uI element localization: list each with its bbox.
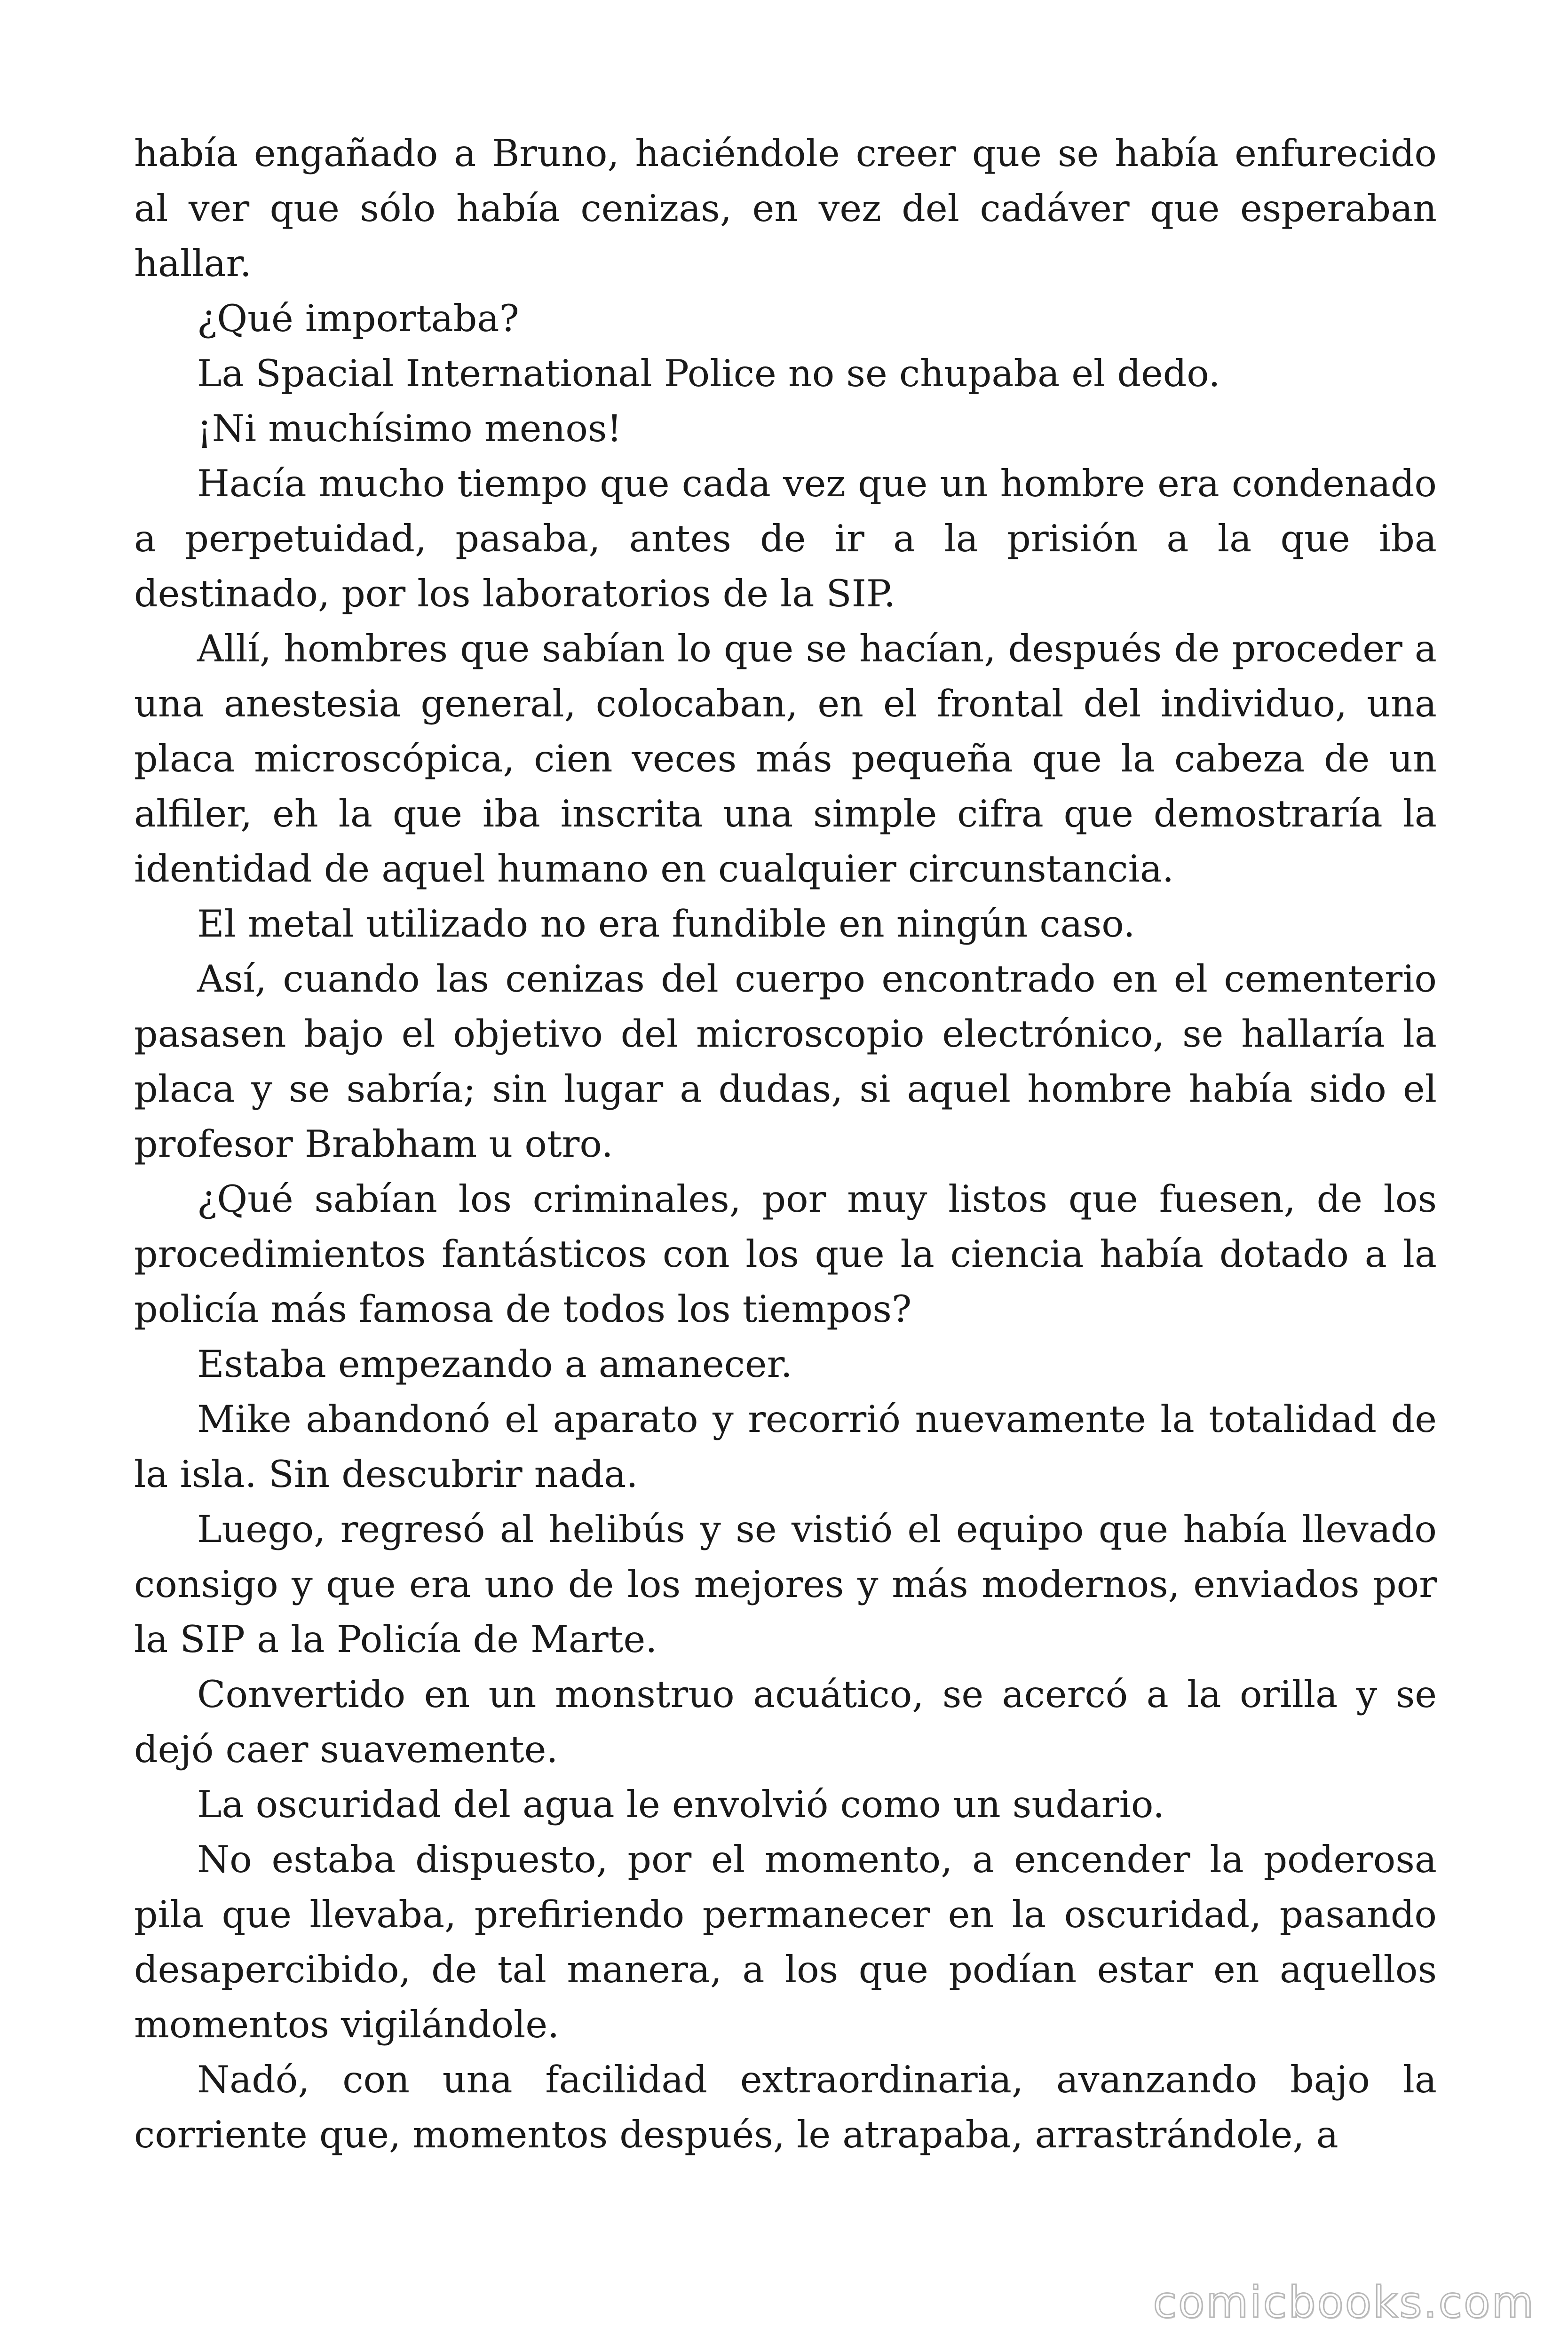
paragraph: Mike abandonó el aparato y recorrió nuevamente la totalidad de la isla. Sin descubrir nada.	[134, 1398, 1437, 1496]
paragraph: Allí, hombres que sabían lo que se hacían, después de proceder a una anestesia general, colocaban, en el frontal del individuo, una placa microscópica, cien veces más pequeña que la cabeza de un alfiler, eh la que iba inscrita una simple cifra que demostraría la identidad de aquel humano en cualquier circunstancia.	[134, 627, 1437, 890]
paragraph: El metal utilizado no era fundible en ningún caso.	[197, 902, 1135, 946]
paragraph: Así, cuando las cenizas del cuerpo encontrado en el cementerio pasasen bajo el objetivo del microscopio electrónico, se hallaría la placa y se sabría; sin lugar a dudas, si aquel hombre había sido el profesor Brabham u otro.	[134, 957, 1437, 1166]
watermark: comicbooks.com	[1153, 2277, 1535, 2328]
paragraph: La Spacial International Police no se chupaba el dedo.	[197, 352, 1220, 395]
paragraph: ¡Ni muchísimo menos!	[197, 407, 622, 450]
paragraph: ¿Qué importaba?	[197, 297, 519, 340]
paragraph: Estaba empezando a amanecer.	[197, 1343, 792, 1386]
paragraph: Luego, regresó al helibús y se vistió el equipo que había llevado consigo y que era uno de los mejores y más modernos, enviados por la SIP a la Policía de Marte.	[134, 1508, 1437, 1661]
paragraph-continuation: había engañado a Bruno, haciéndole creer que se había enfurecido al ver que sólo había cenizas, en vez del cadáver que esperaban hallar.	[134, 132, 1437, 285]
body-text	[134, 126, 1437, 2162]
paragraph: Hacía mucho tiempo que cada vez que un hombre era condenado a perpetuidad, pasaba, antes de ir a la prisión a la que iba destinado, por los laboratorios de la SIP.	[134, 462, 1437, 615]
paragraph: La oscuridad del agua le envolvió como un sudario.	[197, 1783, 1165, 1826]
paragraph: Convertido en un monstruo acuático, se acercó a la orilla y se dejó caer suavemente.	[134, 1673, 1437, 1771]
paragraph: No estaba dispuesto, por el momento, a encender la poderosa pila que llevaba, prefiriendo permanecer en la oscuridad, pasando desapercibido, de tal manera, a los que podían estar en aquellos momentos vigilándole.	[134, 1838, 1437, 2046]
paragraph: ¿Qué sabían los criminales, por muy listos que fuesen, de los procedimientos fantásticos con los que la ciencia había dotado a la policía más famosa de todos los tiempos?	[134, 1177, 1437, 1331]
paragraph-last: Nadó, con una facilidad extraordinaria, avanzando bajo la corriente que, momentos después, le atrapaba, arrastrándole, a	[134, 2058, 1437, 2156]
